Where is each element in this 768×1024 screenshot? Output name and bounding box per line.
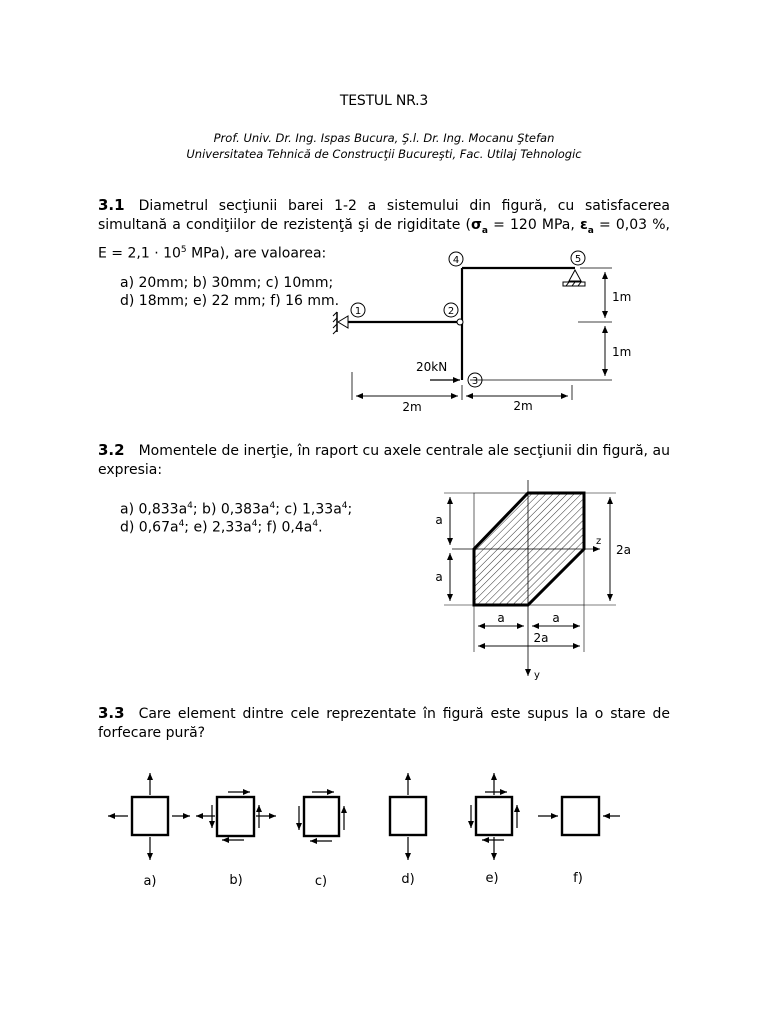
axis-z-label: z bbox=[596, 536, 602, 547]
element-c bbox=[299, 792, 344, 841]
answers-line-2: d) 18mm; e) 22 mm; f) 16 mm. bbox=[120, 293, 340, 309]
question-3-2 bbox=[98, 441, 670, 480]
authors: Prof. Univ. Dr. Ing. Ispas Bucura, Ş.l. Dr. Ing. Mocanu Ştefan bbox=[213, 131, 555, 145]
section-figure bbox=[420, 480, 650, 685]
question-number: 3.2 bbox=[98, 441, 125, 459]
element-d bbox=[390, 773, 426, 860]
dim-2a-right: 2a bbox=[616, 543, 631, 557]
question-3-3 bbox=[98, 704, 670, 743]
element-e-label: e) bbox=[485, 871, 499, 886]
dim-h2: 2m bbox=[513, 399, 533, 413]
element-a bbox=[108, 773, 190, 860]
element-b bbox=[196, 792, 276, 840]
element-e bbox=[471, 773, 517, 860]
answers-line-1: a) 20mm; b) 30mm; c) 10mm; bbox=[120, 275, 334, 291]
dim-a-left: a bbox=[497, 611, 505, 625]
axis-y-label: y bbox=[534, 670, 540, 681]
element-f-label: f) bbox=[573, 871, 583, 886]
svg-text:5: 5 bbox=[574, 254, 582, 265]
element-d-label: d) bbox=[401, 872, 415, 887]
dim-v1: 1m bbox=[612, 290, 632, 304]
question-3-1: 3.1 Diametrul secţiunii barei 1-2 a sistemului din figură, cu satisfacerea simultană a condiţiilor de rezistenţă şi de rigiditate ($\sigma_a = 120$ MPa, $\varepsilon_a = 0,03$ %, $E = 2,1 \cdot 10^5$ MPa), are valoarea: bbox=[98, 196, 670, 262]
question-number: 3.3 bbox=[98, 704, 125, 722]
question-text: Momentele de inerţie, în raport cu axele centrale ale secţiunii din figură, au expresia: bbox=[98, 443, 670, 478]
svg-text:2: 2 bbox=[447, 306, 455, 317]
dim-a-right: a bbox=[552, 611, 560, 625]
element-f bbox=[538, 797, 620, 835]
answers-line-1: a) $0,833a^4$; b) $0,383a^4$; c) $1,33a^4$; bbox=[120, 501, 353, 518]
element-a-label: a) bbox=[143, 874, 157, 889]
svg-text:3: 3 bbox=[471, 376, 479, 387]
dim-a-bottom: a bbox=[435, 570, 443, 584]
affiliation: Universitatea Tehnică de Construcţii Bucureşti, Fac. Utilaj Tehnologic bbox=[186, 147, 582, 161]
question-text: Care element dintre cele reprezentate în figură este supus la o stare de forfecare pură? bbox=[98, 706, 670, 741]
frame-figure bbox=[320, 245, 650, 420]
pin-support-left bbox=[333, 312, 348, 334]
dim-h1: 2m bbox=[402, 400, 422, 414]
element-b-label: b) bbox=[229, 873, 243, 888]
force-label: 20kN bbox=[416, 360, 448, 374]
element-c-label: c) bbox=[314, 874, 328, 889]
dim-2a-bottom: 2a bbox=[533, 631, 549, 645]
answers-line-2: d) $0,67a^4$; e) $2,33a^4$; f) $0,4a^4$. bbox=[120, 519, 323, 536]
svg-text:1: 1 bbox=[354, 306, 362, 317]
svg-text:4: 4 bbox=[452, 255, 460, 266]
question-text: Diametrul secţiunii barei 1-2 a sistemului din figură, cu satisfacerea simultană a condiţiilor de rezistenţă şi de rigiditate ( bbox=[98, 198, 670, 233]
question-number: 3.1 bbox=[98, 196, 125, 214]
dim-v2: 1m bbox=[612, 345, 632, 359]
pin-support-right bbox=[563, 270, 585, 286]
dim-a-top: a bbox=[435, 513, 443, 527]
hinge-2 bbox=[457, 319, 463, 325]
page-title: TESTUL NR.3 bbox=[339, 93, 429, 109]
stress-elements-figure bbox=[100, 765, 630, 895]
